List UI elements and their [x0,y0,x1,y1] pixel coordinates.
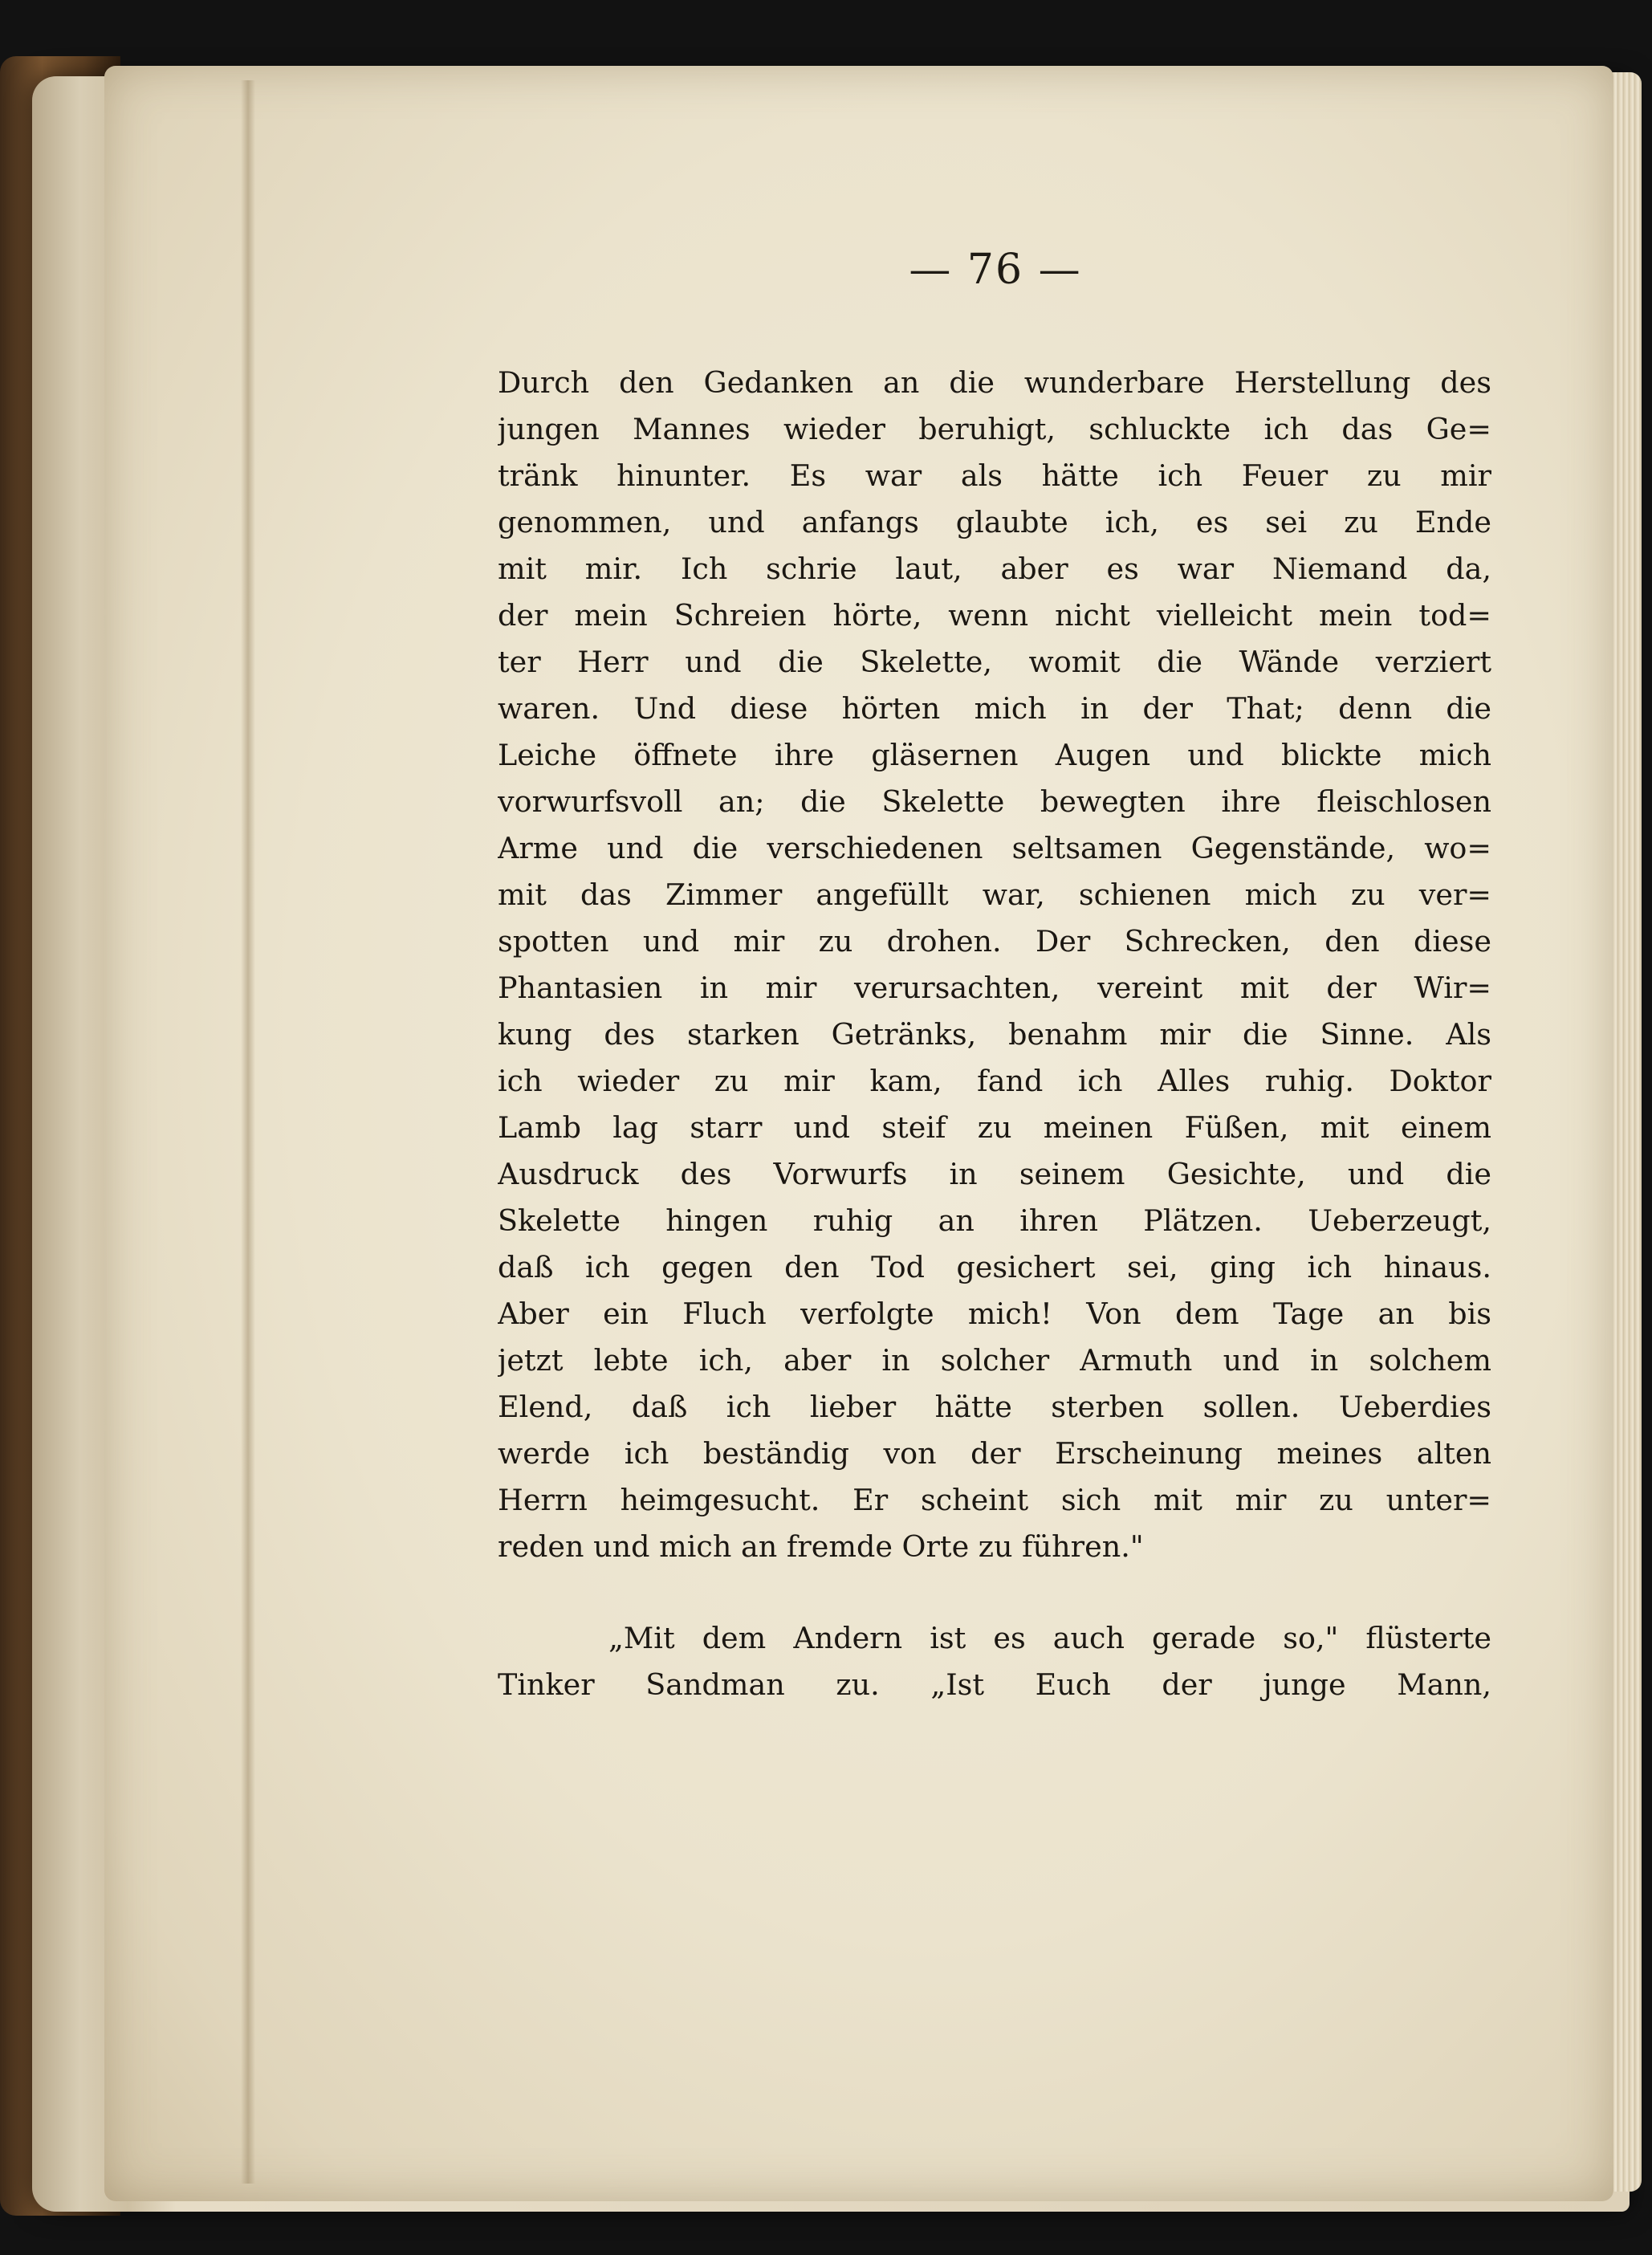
text-line: kung des starken Getränks, benahm mir die Sinne. Als [498,1017,1491,1052]
page-number: — 76 — [909,246,1082,294]
page-gutter [241,80,255,2184]
text-line: jetzt lebte ich, aber in solcher Armuth und in solchem [498,1343,1491,1378]
text-line: Lamb lag starr und steif zu meinen Füßen, mit einem [498,1110,1491,1145]
text-line: spotten und mir zu drohen. Der Schrecken, den diese [498,924,1491,959]
text-line: Herrn heimgesucht. Er scheint sich mit mir zu unter= [498,1483,1491,1517]
text-line: Aber ein Fluch verfolgte mich! Von dem Tage an bis [498,1296,1491,1331]
paragraph-gap [498,1570,1491,1615]
text-line: Tinker Sandman zu. „Ist Euch der junge Mann, [498,1667,1491,1702]
text-line: Leiche öffnete ihre gläsernen Augen und blickte mich [498,738,1491,772]
paragraph [498,1615,1491,1708]
text-line: vorwurfsvoll an; die Skelette bewegten ihre fleischlosen [498,784,1491,819]
paragraph [498,360,1491,1570]
text-line: ich wieder zu mir kam, fand ich Alles ruhig. Doktor [498,1064,1491,1098]
text-line: ter Herr und die Skelette, womit die Wände verziert [498,645,1491,679]
text-line: waren. Und diese hörten mich in der That; denn die [498,691,1491,726]
text-line: Phantasien in mir verursachten, vereint mit der Wir= [498,971,1491,1005]
text-line: Durch den Gedanken an die wunderbare Herstellung des [498,365,1491,400]
text-line: der mein Schreien hörte, wenn nicht vielleicht mein tod= [498,598,1491,633]
text-line: „Mit dem Andern ist es auch gerade so," flüsterte [608,1621,1491,1655]
text-line: daß ich gegen den Tod gesichert sei, ging ich hinaus. [498,1250,1491,1284]
body-text [498,360,1491,1708]
text-line: genommen, und anfangs glaubte ich, es sei zu Ende [498,505,1491,539]
text-line: reden und mich an fremde Orte zu führen." [498,1529,1144,1564]
text-line: mit mir. Ich schrie laut, aber es war Niemand da, [498,552,1491,586]
text-line: Arme und die verschiedenen seltsamen Gegenstände, wo= [498,831,1491,865]
text-line: werde ich beständig von der Erscheinung meines alten [498,1436,1491,1471]
text-line: jungen Mannes wieder beruhigt, schluckte ich das Ge= [498,412,1491,446]
text-line: Elend, daß ich lieber hätte sterben sollen. Ueberdies [498,1390,1491,1424]
text-line: mit das Zimmer angefüllt war, schienen mich zu ver= [498,877,1491,912]
text-line: Ausdruck des Vorwurfs in seinem Gesichte, und die [498,1157,1491,1191]
text-line: Skelette hingen ruhig an ihren Plätzen. Ueberzeugt, [498,1203,1491,1238]
text-line: tränk hinunter. Es war als hätte ich Feuer zu mir [498,458,1491,493]
